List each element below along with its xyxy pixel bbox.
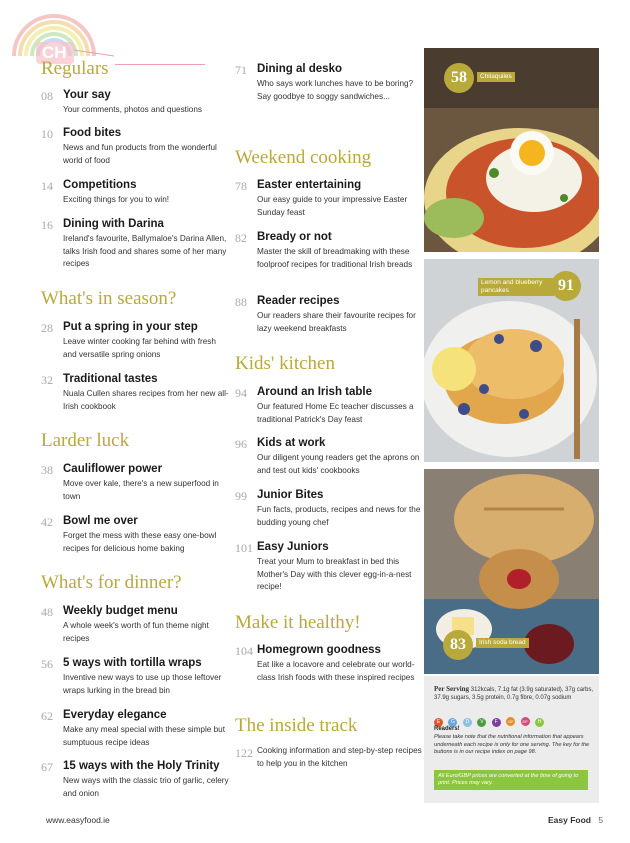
icon-e: E [434,718,443,727]
page-number: 122 [235,746,253,760]
entry-bowl-me-over [41,514,231,555]
per-serving-text: 312kcals, 7.1g fat (3.9g saturated), 37g carbs, 37.9g sugars, 3.5g protein, 0.7g fibre, 0.07g sodium [434,687,594,701]
entry-description: Inventive new ways to use up those leftover wraps lurking in the bread bin [63,673,222,695]
photo-chilaquiles [424,48,599,252]
entry-title: Put a spring in your step [63,321,198,333]
per-serving-label: Per Serving [434,685,470,693]
entry-description: Exciting things for you to win! [63,195,170,204]
entry-description: Cooking information and step-by-step recipes to help you in the kitchen [257,746,422,768]
page-number: 88 [235,295,247,309]
entry-description: New ways with the classic trio of garlic, celery and onion [63,776,229,798]
entry-title: Everyday elegance [63,709,167,721]
entry-description: Forget the mess with these easy one-bowl recipes for delicious home baking [63,531,217,553]
entry-title: Traditional tastes [63,373,158,385]
entry-traditional-tastes [41,372,231,413]
entry-tortilla-wraps [41,656,231,697]
icon-df: DF [522,719,528,724]
entry-homegrown [235,643,425,684]
page-number: 99 [235,489,247,503]
entry-competitions [41,178,231,207]
entry-description: Your comments, photos and questions [63,105,202,114]
key-icons [434,710,594,725]
entry-description: Who says work lunches have to be boring? Say goodbye to soggy sandwiches... [257,79,414,101]
page-number: 71 [235,63,247,77]
page-number: 08 [41,89,53,103]
page-number: 94 [235,386,247,400]
entry-description: Master the skill of breadmaking with these foolproof recipes for traditional Irish breads [257,247,413,269]
page-number: 62 [41,709,53,723]
page-number: 32 [41,373,53,387]
page-number-footer: 5 [598,815,604,825]
entry-description: Make any meal special with these simple but sumptuous recipe ideas [63,725,226,747]
entry-description: Fun facts, products, recipes and news for the budding young chef [257,505,421,527]
icon-h: H [535,718,544,727]
entry-food-bites [41,126,231,167]
entry-everyday-elegance [41,708,231,749]
logo-text: CH [42,43,67,62]
section-inside: The inside track [235,715,358,736]
entry-title: Homegrown goodness [257,644,381,656]
entry-description: Move over kale, there's a new superfood in town [63,479,219,501]
logo [6,6,116,66]
icon-gf: GF [507,719,514,724]
entry-your-say [41,88,231,117]
entry-title: Dining al desko [257,63,342,75]
page-number: 78 [235,179,247,193]
entry-description: Nuala Cullen shares recipes from her new all-Irish cookbook [63,389,229,411]
section-in-season: What's in season? [41,288,177,309]
entry-title: Cauliflower power [63,463,163,475]
entry-title: Reader recipes [257,295,340,307]
photo-caption: Irish soda bread [476,638,529,648]
photo-pancakes [424,259,599,462]
icon-f: F [492,718,501,727]
entry-cauliflower [41,462,231,503]
entry-spring-step [41,320,231,361]
page-number: 16 [41,218,53,232]
readers-text: Please take note that the nutritional information that appears underneath each recipe is only for one serving. The key for the buttons is in our recipe index on page 98. [434,734,590,755]
entry-title: Bowl me over [63,515,138,527]
entry-title: 15 ways with the Holy Trinity [63,760,220,772]
entry-description: News and fun products from the wonderful world of food [63,143,217,165]
section-kids: Kids' kitchen [235,353,335,374]
entry-description: Our readers share their favourite recipes for lazy weekend breakfasts [257,311,416,333]
entry-title: 5 ways with tortilla wraps [63,657,202,669]
page-number: 42 [41,515,53,529]
section-larder: Larder luck [41,430,130,451]
section-dinner: What's for dinner? [41,572,182,593]
entry-easter [235,178,425,219]
photo-page-badge: 83 [443,630,473,660]
photo-page-badge: 91 [551,271,581,301]
entry-title: Junior Bites [257,489,324,501]
entry-title: Dining with Darina [63,218,164,230]
entry-description: Ireland's favourite, Ballymaloe's Darina Allen, talks Irish food and shares some of her many recipes [63,234,227,268]
entry-reader-recipes [235,294,425,335]
entry-title: Food bites [63,127,122,139]
photo-caption: Lemon and blueberry pancakes [478,278,554,296]
entry-budget-menu [41,604,231,645]
section-weekend: Weekend cooking [235,147,372,168]
readers-head: Readers! [434,726,460,732]
page-number: 48 [41,605,53,619]
entry-al-desko [235,62,425,103]
section-regulars: Regulars [41,58,109,79]
entry-description: Treat your Mum to breakfast in bed this Mother's Day with this clever egg-in-a-nest recipe! [257,557,412,591]
brand-name: Easy Food [548,815,591,825]
price-note: All Euro/GBP prices are converted at the time of going to print. Prices may vary. [434,770,588,790]
section-healthy: Make it healthy! [235,612,361,633]
page-number: 104 [235,644,253,658]
entry-description: Eat like a locavore and celebrate our world-class Irish foods with these inspired recipes [257,660,415,682]
icon-g: G [448,718,457,727]
page-number: 38 [41,463,53,477]
icon-d: D [463,718,472,727]
nutrition-text-block [434,685,594,702]
entry-title: Competitions [63,179,137,191]
footer-brand [548,815,603,825]
entry-title: Weekly budget menu [63,605,178,617]
nutrition-box [424,676,599,803]
footer-url[interactable]: www.easyfood.ie [46,815,110,825]
entry-title: Easy Juniors [257,541,329,553]
photo-page-badge: 58 [444,63,474,93]
page-number: 82 [235,231,247,245]
page-number: 96 [235,437,247,451]
photo-soda-bread [424,469,599,674]
entry-description: Leave winter cooking far behind with fresh and versatile spring onions [63,337,216,359]
entry-irish-table [235,385,425,426]
page-number: 28 [41,321,53,335]
entry-title: Your say [63,89,111,101]
entry-title: Bready or not [257,231,332,243]
page-number: 67 [41,760,53,774]
entry-easy-juniors [235,540,425,594]
page-number: 14 [41,179,53,193]
entry-bready [235,230,425,271]
entry-kids-at-work [235,436,425,477]
entry-description: A whole week's worth of fun theme night recipes [63,621,209,643]
photo-caption: Chilaquiles [477,72,515,82]
entry-title: Easter entertaining [257,179,362,191]
entry-holy-trinity [41,759,231,800]
entry-title: Around an Irish table [257,386,373,398]
entry-dining-with-darina [41,217,231,271]
page-number: 56 [41,657,53,671]
entry-junior-bites [235,488,425,529]
entry-description: Our diligent young readers get the aprons on and test out kids' cookbooks [257,453,420,475]
logo-line [115,64,205,65]
entry-description: Our featured Home Ec teacher discusses a traditional Patrick's Day feast [257,402,414,424]
page-number: 10 [41,127,53,141]
entry-inside-track [235,745,425,770]
entry-description: Our easy guide to your impressive Easter Sunday feast [257,195,408,217]
icon-v: V [477,718,486,727]
entry-title: Kids at work [257,437,326,449]
page-number: 101 [235,541,253,555]
